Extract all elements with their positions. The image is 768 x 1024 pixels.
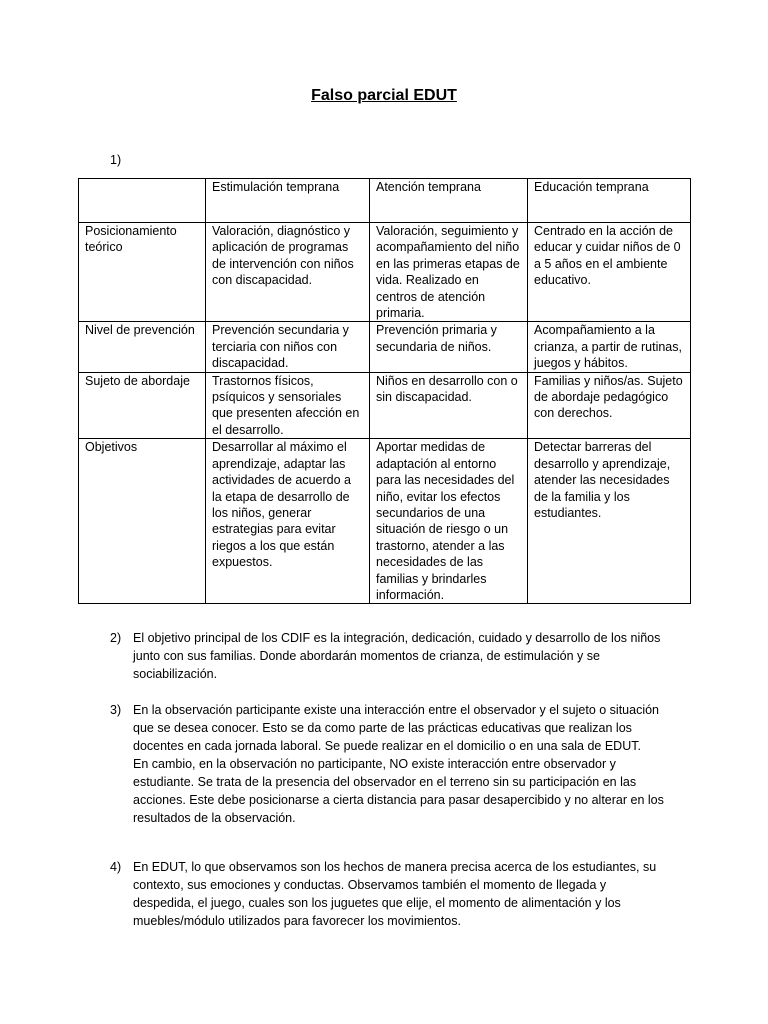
header-cell-estimulacion: Estimulación temprana — [206, 179, 370, 223]
answer-2 — [110, 629, 670, 683]
answer-paragraph: En cambio, en la observación no participante, NO existe interacción entre observador y estudiante. Se trata de la presencia del observador en el terreno sin su participación en las acciones. Este debe posicionarse a cierta distancia para pasar desapercibido y no alterar en los resultados de la observación. — [133, 757, 664, 825]
table-row — [79, 322, 691, 372]
answer-4 — [110, 858, 670, 930]
table-row — [79, 439, 691, 604]
answer-paragraph: En EDUT, lo que observamos son los hechos de manera precisa acerca de los estudiantes, su contexto, sus emociones y conductas. Observamos también el momento de llegada y despedida, el juego, cuales son los juguetes que elije, el momento de alimentación y los muebles/módulo utilizados para favorecer los movimientos. — [133, 860, 657, 928]
table-row — [79, 223, 691, 322]
row-label: Posicionamiento teórico — [79, 223, 206, 322]
table-cell: Detectar barreras del desarrollo y aprendizaje, atender las necesidades de la familia y los estudiantes. — [528, 439, 691, 604]
row-label: Sujeto de abordaje — [79, 372, 206, 439]
header-cell-atencion: Atención temprana — [370, 179, 528, 223]
answer-3 — [110, 701, 670, 827]
table-header-row — [79, 179, 691, 223]
answer-number: 2) — [110, 631, 122, 645]
table-cell: Centrado en la acción de educar y cuidar niños de 0 a 5 años en el ambiente educativo. — [528, 223, 691, 322]
row-label: Nivel de prevención — [79, 322, 206, 372]
answer-number: 4) — [110, 860, 122, 874]
table-cell: Niños en desarrollo con o sin discapacidad. — [370, 372, 528, 439]
header-cell-empty — [79, 179, 206, 223]
table-cell: Aportar medidas de adaptación al entorno para las necesidades del niño, evitar los efectos secundarios de una situación de riesgo o un trastorno, atender a las necesidades de las familias y brindarles información. — [370, 439, 528, 604]
document-title: Falso parcial EDUT — [311, 87, 457, 104]
table-cell: Prevención secundaria y terciaria con niños con discapacidad. — [206, 322, 370, 372]
table-cell: Prevención primaria y secundaria de niños. — [370, 322, 528, 372]
table-cell: Acompañamiento a la crianza, a partir de rutinas, juegos y hábitos. — [528, 322, 691, 372]
answer-paragraph: El objetivo principal de los CDIF es la integración, dedicación, cuidado y desarrollo de los niños junto con sus familias. Donde abordarán momentos de crianza, de estimulación y se sociabilización. — [133, 631, 661, 681]
answer-number: 3) — [110, 703, 122, 717]
table-cell: Valoración, diagnóstico y aplicación de programas de intervención con niños con discapacidad. — [206, 223, 370, 322]
table-cell: Valoración, seguimiento y acompañamiento del niño en las primeras etapas de vida. Realizado en centros de atención primaria. — [370, 223, 528, 322]
table-cell: Familias y niños/as. Sujeto de abordaje pedagógico con derechos. — [528, 372, 691, 439]
table-cell: Desarrollar al máximo el aprendizaje, adaptar las actividades de acuerdo a la etapa de desarrollo de los niños, generar estrategias para evitar riegos a los que están expuestos. — [206, 439, 370, 604]
header-cell-educacion: Educación temprana — [528, 179, 691, 223]
comparison-table — [78, 178, 691, 604]
table-cell: Trastornos físicos, psíquicos y sensoriales que presenten afección en el desarrollo. — [206, 372, 370, 439]
table-row — [79, 372, 691, 439]
question-1-number: 1) — [110, 153, 122, 167]
answer-paragraph: En la observación participante existe una interacción entre el observador y el sujeto o situación que se desea conocer. Esto se da como parte de las prácticas educativas que realizan los docentes en cada jornada laboral. Se puede realizar en el domicilio o en una sala de EDUT. — [133, 703, 660, 753]
row-label: Objetivos — [79, 439, 206, 604]
